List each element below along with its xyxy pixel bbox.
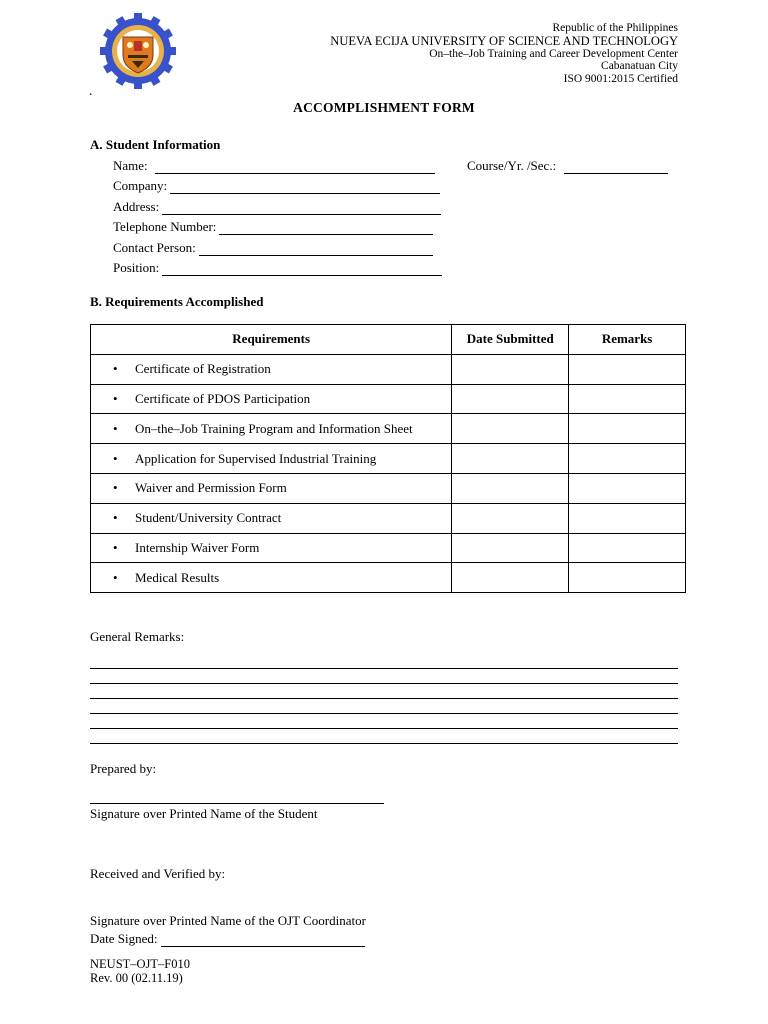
bullet-icon: • [113,510,118,526]
requirement-label: Application for Supervised Industrial Training [135,450,377,466]
requirement-label: Certificate of PDOS Participation [135,390,311,406]
column-header-date-submitted: Date Submitted [452,325,569,355]
contact-person-field[interactable] [113,240,433,256]
date-submitted-cell[interactable] [452,444,569,474]
requirement-cell [91,473,452,503]
date-submitted-cell[interactable] [452,503,569,533]
date-submitted-cell[interactable] [452,563,569,593]
section-b-title: B. Requirements Accomplished [90,294,264,309]
table-row [91,354,686,384]
course-label: Course/Yr. /Sec.: [467,158,557,173]
date-signed-label: Date Signed: [90,931,158,946]
coordinator-signature-label: Signature over Printed Name of the OJT Coordinator [90,913,366,928]
name-input-line[interactable] [155,163,435,174]
requirement-cell [91,414,452,444]
table-row [91,384,686,414]
date-submitted-cell[interactable] [452,354,569,384]
company-label: Company: [113,178,168,193]
stray-bullet-mark: . [89,84,93,99]
institution-header [330,22,678,86]
university-seal-logo [92,13,184,89]
company-input-line[interactable] [170,183,440,194]
remarks-cell[interactable] [569,503,686,533]
bullet-icon: • [113,569,118,585]
requirement-cell [91,533,452,563]
table-row [91,503,686,533]
received-verified-label: Received and Verified by: [90,866,226,881]
requirement-label: Internship Waiver Form [135,539,260,555]
date-signed-field[interactable] [90,931,365,947]
header-line-republic: Republic of the Philippines [552,22,678,34]
date-submitted-cell[interactable] [452,414,569,444]
header-line-city: Cabanatuan City [601,60,678,73]
requirement-label: Certificate of Registration [135,361,271,377]
contact-person-label: Contact Person: [113,240,196,255]
form-code: NEUST–OJT–F010 [90,957,191,971]
bullet-icon: • [113,361,118,377]
address-input-line[interactable] [162,204,441,215]
bullet-icon: • [113,539,118,555]
date-submitted-cell[interactable] [452,533,569,563]
telephone-field[interactable] [113,219,433,235]
remarks-cell[interactable] [569,563,686,593]
bullet-icon: • [113,450,118,466]
remarks-cell[interactable] [569,444,686,474]
contact-person-input-line[interactable] [199,245,433,256]
remark-line[interactable] [90,728,678,729]
position-field[interactable] [113,260,442,276]
date-signed-input-line[interactable] [161,936,365,947]
column-header-remarks: Remarks [569,325,686,355]
table-row [91,563,686,593]
address-label: Address: [113,199,160,214]
remark-line[interactable] [90,668,678,669]
student-signature-line[interactable] [90,803,384,804]
remarks-cell[interactable] [569,414,686,444]
table-row [91,473,686,503]
requirement-label: Medical Results [135,569,220,585]
remark-line[interactable] [90,698,678,699]
requirement-cell [91,444,452,474]
company-field[interactable] [113,178,440,194]
bullet-icon: • [113,390,118,406]
requirement-cell [91,503,452,533]
remark-line[interactable] [90,683,678,684]
header-line-university: NUEVA ECIJA UNIVERSITY OF SCIENCE AND TECHNOLOGY [330,33,678,48]
column-header-requirements: Requirements [91,325,452,355]
form-title: ACCOMPLISHMENT FORM [293,100,475,115]
name-field[interactable] [113,158,435,174]
header-line-center: On–the–Job Training and Career Development Center [429,47,678,60]
requirement-label: Waiver and Permission Form [135,480,287,496]
telephone-input-line[interactable] [219,224,433,235]
form-footer [90,957,190,985]
table-row [91,414,686,444]
prepared-by-label: Prepared by: [90,761,157,776]
remarks-cell[interactable] [569,473,686,503]
section-a-title: A. Student Information [90,137,221,152]
remarks-cell[interactable] [569,384,686,414]
table-row [91,444,686,474]
table-row [91,533,686,563]
position-label: Position: [113,260,160,275]
student-signature-label: Signature over Printed Name of the Student [90,806,318,821]
bullet-icon: • [113,480,118,496]
bullet-icon: • [113,420,118,436]
requirement-cell [91,354,452,384]
name-label: Name: [113,158,148,173]
course-input-line[interactable] [564,163,668,174]
table-header-row [91,325,686,355]
remark-line[interactable] [90,743,678,744]
form-revision: Rev. 00 (02.11.19) [90,971,183,985]
date-submitted-cell[interactable] [452,473,569,503]
remark-line[interactable] [90,713,678,714]
address-field[interactable] [113,199,441,215]
header-line-iso: ISO 9001:2015 Certified [563,73,678,86]
requirements-table [90,324,686,593]
remarks-cell[interactable] [569,533,686,563]
requirement-cell [91,563,452,593]
position-input-line[interactable] [162,265,442,276]
course-field[interactable] [467,158,668,174]
general-remarks-label: General Remarks: [90,629,185,644]
telephone-label: Telephone Number: [113,219,217,234]
remarks-cell[interactable] [569,354,686,384]
requirement-label: Student/University Contract [135,510,282,526]
requirement-cell [91,384,452,414]
requirement-label: On–the–Job Training Program and Information Sheet [135,420,413,436]
date-submitted-cell[interactable] [452,384,569,414]
